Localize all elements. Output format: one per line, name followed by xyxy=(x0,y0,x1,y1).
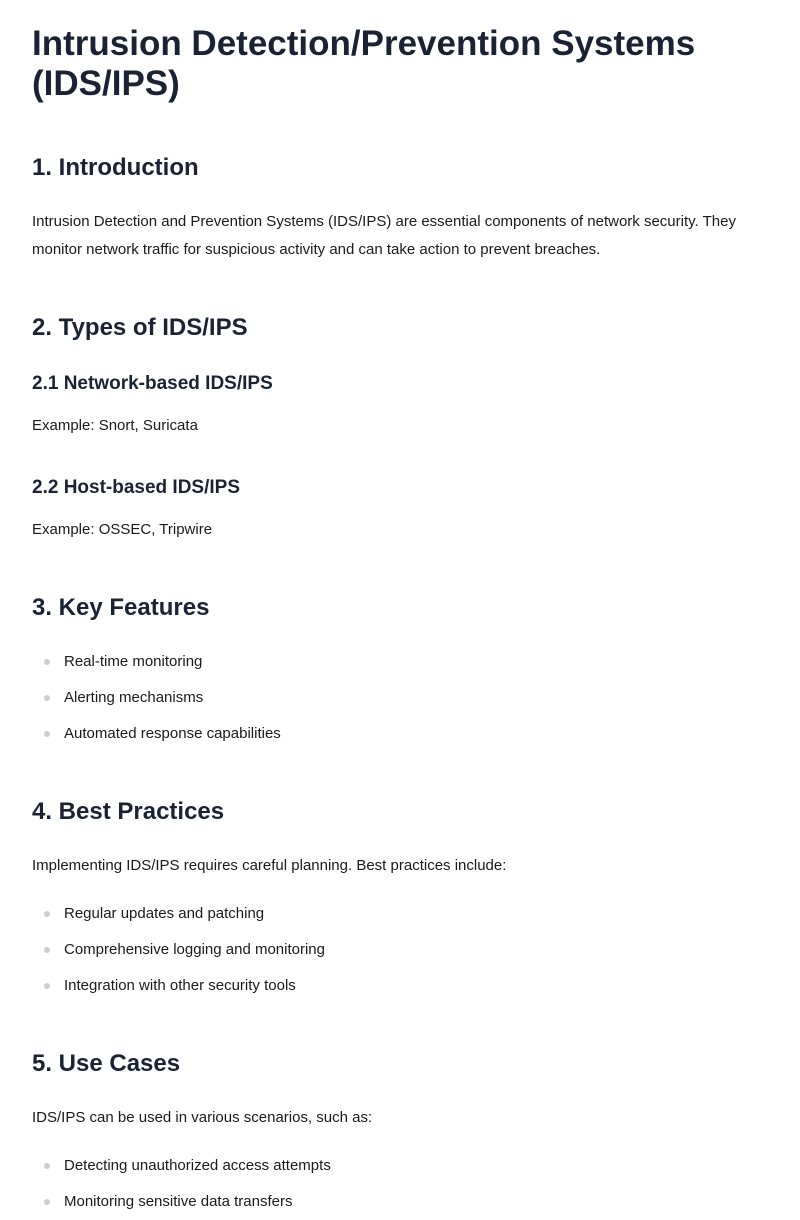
bullet-icon xyxy=(44,911,50,917)
use-cases-intro: IDS/IPS can be used in various scenarios, such as: xyxy=(32,1109,373,1126)
list-item xyxy=(32,896,325,932)
bullet-icon xyxy=(44,947,50,953)
list-item-text: Regular updates and patching xyxy=(64,905,265,922)
bullet-icon xyxy=(44,983,50,989)
section-heading-types: 2. Types of IDS/IPS xyxy=(32,314,248,341)
network-based-example: Example: Snort, Suricata xyxy=(32,417,198,434)
section-heading-best-practices: 4. Best Practices xyxy=(32,798,225,825)
list-item xyxy=(32,644,281,680)
list-item xyxy=(32,1148,331,1184)
section-heading-use-cases: 5. Use Cases xyxy=(32,1050,181,1077)
bullet-icon xyxy=(44,1163,50,1169)
bullet-icon xyxy=(44,1199,50,1205)
host-based-example: Example: OSSEC, Tripwire xyxy=(32,521,213,538)
introduction-paragraph: Intrusion Detection and Prevention Systems (IDS/IPS) are essential components of network security. They monitor network traffic for suspicious activity and can take action to prevent breaches. xyxy=(32,213,736,258)
list-item-text: Comprehensive logging and monitoring xyxy=(64,941,325,958)
bullet-icon xyxy=(44,659,50,665)
list-item-text: Monitoring sensitive data transfers xyxy=(64,1193,293,1210)
best-practices-intro: Implementing IDS/IPS requires careful planning. Best practices include: xyxy=(32,857,507,874)
list-item xyxy=(32,716,281,752)
section-heading-introduction: 1. Introduction xyxy=(32,154,199,181)
list-item-text: Real-time monitoring xyxy=(64,653,203,670)
list-item-text: Integration with other security tools xyxy=(64,977,296,994)
list-item xyxy=(32,680,281,716)
list-item-text: Detecting unauthorized access attempts xyxy=(64,1157,331,1174)
use-cases-list xyxy=(32,1148,331,1220)
subsection-heading-network-based: 2.1 Network-based IDS/IPS xyxy=(32,373,273,394)
best-practices-list xyxy=(32,896,325,1004)
key-features-list xyxy=(32,644,281,752)
page-title: Intrusion Detection/Prevention Systems (IDS/IPS) xyxy=(32,24,696,103)
list-item xyxy=(32,968,325,1004)
list-item-text: Alerting mechanisms xyxy=(64,689,204,706)
section-heading-key-features: 3. Key Features xyxy=(32,594,210,621)
bullet-icon xyxy=(44,731,50,737)
list-item xyxy=(32,1184,331,1220)
list-item-text: Automated response capabilities xyxy=(64,725,281,742)
subsection-heading-host-based: 2.2 Host-based IDS/IPS xyxy=(32,477,241,498)
bullet-icon xyxy=(44,695,50,701)
list-item xyxy=(32,932,325,968)
